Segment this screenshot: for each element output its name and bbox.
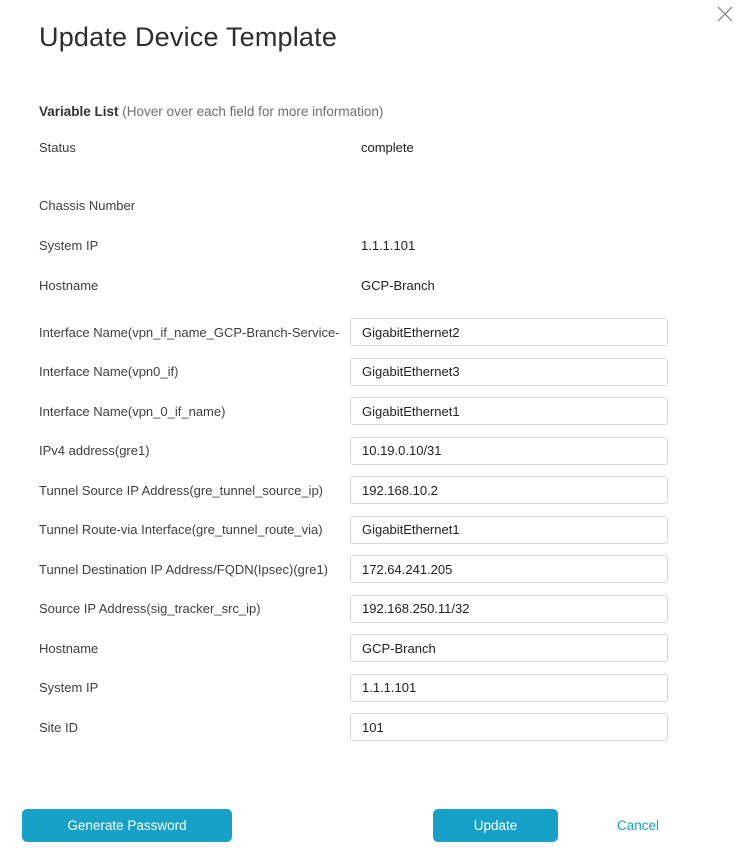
field-input-interface-name-vpn-0-if-name[interactable] [350, 397, 668, 425]
variable-list-hint: (Hover over each field for more information) [118, 104, 384, 119]
field-row-hostname-2 [39, 634, 668, 662]
field-input-site-id[interactable] [350, 713, 668, 741]
field-row-chassis-number [39, 198, 668, 212]
field-row-interface-name-vpn-0-if-name [39, 397, 668, 425]
field-row-hostname [39, 278, 668, 292]
field-label-system-ip-2: System IP [39, 680, 99, 695]
field-row-source-ip-sig-tracker [39, 595, 668, 623]
field-row-status [39, 140, 668, 154]
field-label-system-ip: System IP [39, 237, 99, 253]
variable-list-header [39, 103, 752, 120]
field-input-ipv4-address-gre1[interactable] [350, 437, 668, 465]
field-row-tunnel-destination-ip [39, 555, 668, 583]
field-input-tunnel-destination-ip[interactable] [350, 555, 668, 583]
field-label-tunnel-destination-ip: Tunnel Destination IP Address/FQDN(Ipsec)(gre1) [39, 561, 329, 577]
field-value-system-ip: 1.1.1.101 [361, 237, 416, 253]
variable-list-heading: Variable List [39, 104, 119, 119]
field-row-system-ip-2 [39, 674, 668, 702]
field-value-hostname: GCP-Branch [361, 277, 435, 293]
cancel-link[interactable]: Cancel [617, 818, 660, 833]
field-label-status: Status [39, 139, 76, 155]
dialog-footer [0, 809, 752, 842]
field-label-hostname: Hostname [39, 277, 99, 293]
field-row-tunnel-source-ip [39, 476, 668, 504]
field-label-site-id: Site ID [39, 719, 79, 735]
field-input-interface-name-vpn0-if[interactable] [350, 358, 668, 386]
readonly-field-list [39, 140, 668, 292]
field-row-system-ip [39, 238, 668, 252]
field-label-interface-name-vpn0-if: Interface Name(vpn0_if) [39, 364, 179, 379]
field-label-source-ip-sig-tracker: Source IP Address(sig_tracker_src_ip) [39, 601, 261, 616]
generate-password-button[interactable]: Generate Password [22, 809, 232, 842]
field-row-site-id [39, 713, 668, 741]
field-input-interface-name-vpn-if-name-gcp-branch-service[interactable] [350, 318, 668, 346]
field-label-interface-name-vpn-0-if-name: Interface Name(vpn_0_if_name) [39, 403, 226, 419]
field-label-ipv4-address-gre1: IPv4 address(gre1) [39, 443, 150, 458]
field-row-interface-name-vpn-if-name-gcp-branch-service [39, 318, 668, 346]
field-input-source-ip-sig-tracker[interactable] [350, 595, 668, 623]
field-label-tunnel-route-via-interface: Tunnel Route-via Interface(gre_tunnel_route_via) [39, 522, 323, 537]
field-label-chassis-number: Chassis Number [39, 197, 136, 213]
field-input-hostname-2[interactable] [350, 634, 668, 662]
field-label-tunnel-source-ip: Tunnel Source IP Address(gre_tunnel_source_ip) [39, 482, 324, 498]
field-row-ipv4-address-gre1 [39, 437, 668, 465]
field-value-status: complete [361, 139, 414, 155]
dialog-title: Update Device Template [39, 22, 338, 52]
field-label-interface-name-vpn-if-name-gcp-branch-service: Interface Name(vpn_if_name_GCP-Branch-Service- [39, 324, 340, 340]
field-input-tunnel-route-via-interface[interactable] [350, 516, 668, 544]
input-field-list [39, 318, 668, 741]
field-row-interface-name-vpn0-if [39, 358, 668, 386]
update-button[interactable]: Update [433, 809, 558, 842]
close-icon [716, 5, 734, 23]
field-row-tunnel-route-via-interface [39, 516, 668, 544]
field-label-hostname-2: Hostname [39, 640, 99, 656]
field-input-tunnel-source-ip[interactable] [350, 476, 668, 504]
close-button[interactable] [716, 5, 734, 23]
field-input-system-ip-2[interactable] [350, 674, 668, 702]
